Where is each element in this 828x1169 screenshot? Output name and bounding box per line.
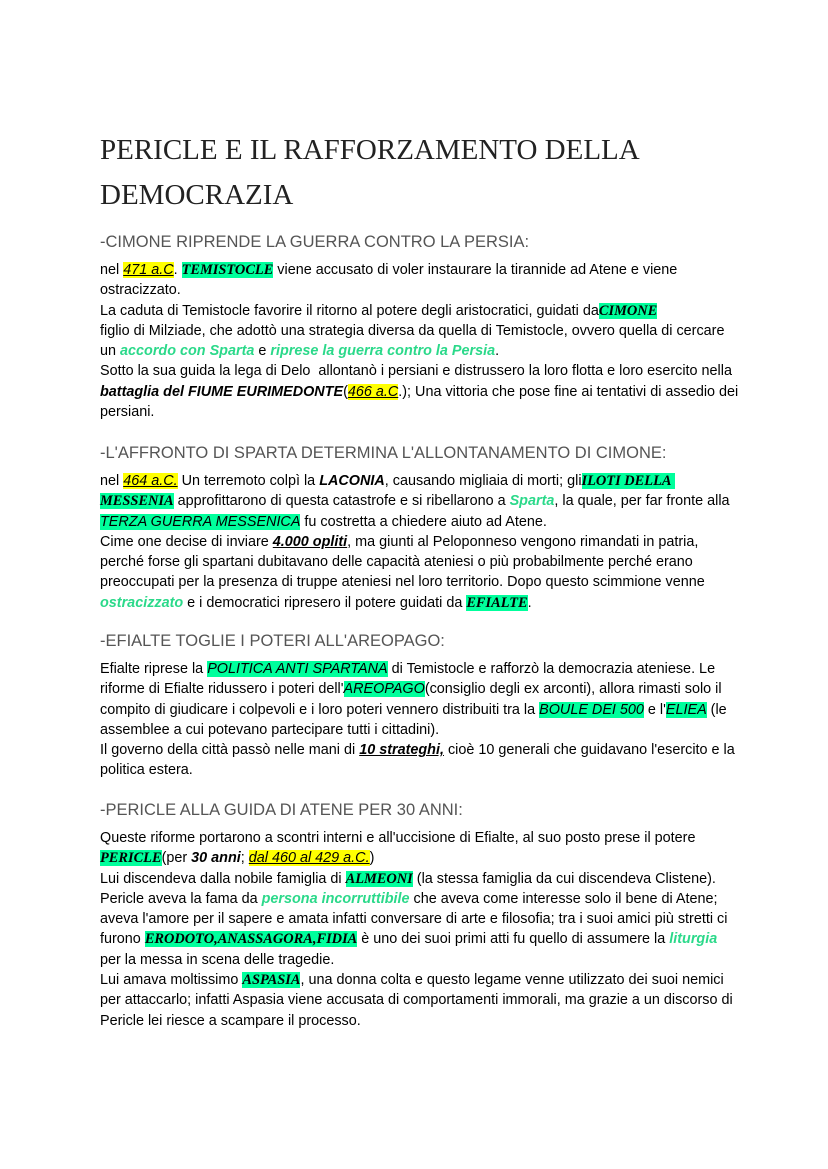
text: . xyxy=(527,594,532,611)
keyword-highlight: POLITICA ANTI SPARTANA xyxy=(207,661,388,677)
text: figlio di Milziade, che adottò una strategia diversa da quella di Temistocle, ovvero quella di cercare un xyxy=(100,322,725,360)
text: Efialte riprese la xyxy=(100,661,208,677)
text: . xyxy=(173,262,182,278)
green-text: riprese la guerra contro la Persia xyxy=(270,343,496,360)
green-text: liturgia xyxy=(669,931,718,948)
text: , ma giunti al Peloponneso vengono rimandati in patria, perché forse gli spartani dubitavano delle capacità ateniesi o più probabilmente perché erano preoccupati per la presenza di truppe ateniesi nel loro territorio. Dopo questo scimmione venne xyxy=(100,533,709,591)
text: Un terremoto colpì la xyxy=(177,473,320,489)
text: approfittarono di questa catastrofe e si ribellarono a xyxy=(173,493,510,510)
date-highlight: dal 460 al 429 a.C. xyxy=(248,850,370,867)
section-pericle xyxy=(100,800,740,1031)
text: per la messa in scena delle tragedie. Lui amava moltissimo xyxy=(100,951,335,989)
bold-underline-text: 4.000 opliti xyxy=(272,533,348,550)
text: è uno dei suoi primi atti fu quello di assumere la xyxy=(357,931,670,948)
section-paragraph xyxy=(100,828,740,1031)
section-paragraph xyxy=(100,659,740,781)
text: nel xyxy=(100,262,124,278)
keyword-highlight: TEMISTOCLE xyxy=(181,262,274,278)
green-text: accordo con Sparta xyxy=(120,343,255,360)
text: che aveva come interesse solo il bene di Atene; aveva l'amore per il sapere e amata infatti conversare di arte e filosofia; tra i suoi amici più stretti ci furono xyxy=(100,890,732,948)
keyword-highlight: ALMEONI xyxy=(345,870,413,887)
text: nel xyxy=(100,473,124,489)
green-text: persona incorruttibile xyxy=(261,890,410,907)
date-highlight: 466 a.C xyxy=(347,383,399,400)
green-text: ostracizzato xyxy=(100,594,184,611)
section-paragraph xyxy=(100,260,743,422)
keyword-highlight: ELIEA xyxy=(665,701,707,718)
text: di Temistocle e rafforzò la democrazia ateniese. Le riforme di Efialte ridussero i poteri dell' xyxy=(100,661,720,698)
text: (la stessa famiglia da cui discendeva Clistene). Pericle aveva la fama da xyxy=(100,870,720,907)
bold-italic-text: 30 anni xyxy=(191,850,241,867)
bold-italic-text: LACONIA xyxy=(319,473,385,489)
text: ) Lui discendeva dalla nobile famiglia di xyxy=(100,850,375,887)
keyword-highlight: TERZA GUERRA MESSENICA xyxy=(100,513,301,530)
section-sparta xyxy=(100,443,740,613)
section-heading: -L'AFFRONTO DI SPARTA DETERMINA L'ALLONTANAMENTO DI CIMONE: xyxy=(100,444,667,462)
text: (le assemblee a cui potevano partecipare tutti i cittadini). Il governo della città passò nelle mani di xyxy=(100,701,727,759)
text: , la quale, per far fronte alla xyxy=(554,493,734,510)
keyword-highlight: CIMONE xyxy=(598,302,658,319)
section-paragraph xyxy=(100,471,740,613)
section-cimone xyxy=(100,232,743,422)
page-title: PERICLE E IL RAFFORZAMENTO DELLA DEMOCRAZIA xyxy=(100,134,639,211)
text: cioè 10 generali che guidavano l'esercito e la politica estera. xyxy=(100,742,739,779)
keyword-highlight: PERICLE xyxy=(100,850,162,867)
text: e xyxy=(254,343,271,360)
keyword-highlight: ASPASIA xyxy=(242,972,301,989)
text: e l' xyxy=(643,701,666,718)
keyword-highlight: BOULE DEI 500 xyxy=(539,701,644,718)
keyword-highlight: ILOTI DELLA MESSENIA xyxy=(100,473,676,510)
section-heading: -EFIALTE TOGLIE I POTERI ALL'AREOPAGO: xyxy=(100,632,445,650)
text: (per xyxy=(161,850,192,867)
text: ; xyxy=(240,850,249,867)
green-text: Sparta xyxy=(509,493,555,510)
section-heading: -CIMONE RIPRENDE LA GUERRA CONTRO LA PERSIA: xyxy=(100,233,530,251)
text: , una donna colta e questo legame venne utilizzato dei suoi nemici per attaccarlo; infatti Aspasia viene accusata di comportamenti immorali, ma grazie a un discorso di Pericle lei riesce a scampare il processo. xyxy=(100,972,737,1029)
text: .); Una vittoria che pose fine ai tentativi di assedio dei persiani. xyxy=(100,383,743,421)
bold-underline-text: 10 strateghi, xyxy=(359,742,444,759)
date-highlight: 471 a.C xyxy=(123,262,174,278)
keyword-highlight: EFIALTE xyxy=(466,594,528,611)
text: viene accusato di voler instaurare la tirannide ad Atene e viene ostracizzato. La caduta di Temistocle favorire il ritorno al potere degli aristocratici, guidati da xyxy=(100,262,678,319)
text: Queste riforme portarono a scontri interni e all'uccisione di Efialte, al suo posto prese il potere xyxy=(100,830,700,846)
bold-italic-text: battaglia del FIUME EURIMEDONTE xyxy=(100,383,344,400)
date-highlight: 464 a.C. xyxy=(123,473,178,489)
text: (consiglio degli ex arconti), allora rimasti solo il compito di giudicare i colpevoli e i loro poteri vennero distribuiti tra la xyxy=(100,681,726,718)
section-efialte xyxy=(100,631,740,781)
section-heading: -PERICLE ALLA GUIDA DI ATENE PER 30 ANNI: xyxy=(100,801,463,819)
text: , causando migliaia di morti; gli xyxy=(384,473,582,489)
text: fu costretta a chiedere aiuto ad Atene. Cime one decise di inviare xyxy=(100,513,547,550)
keyword-highlight: ERODOTO,ANASSAGORA,FIDIA xyxy=(144,931,358,948)
text: ( xyxy=(343,383,348,400)
keyword-highlight: AREOPAGO xyxy=(343,681,425,698)
text: e i democratici ripresero il potere guidati da xyxy=(183,594,467,611)
text: . Sotto la sua guida la lega di Delo allontanò i persiani e distrussero la loro flotta e loro esercito nella xyxy=(100,343,732,380)
